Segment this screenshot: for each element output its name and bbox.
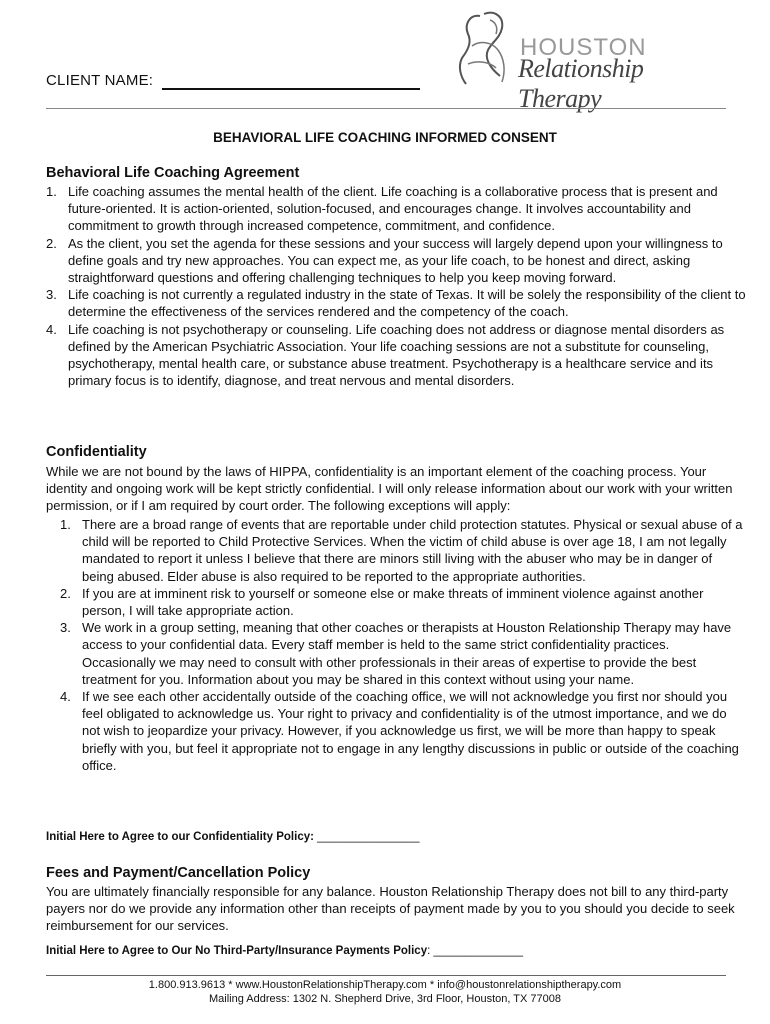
list-item: 4. Life coaching is not psychotherapy or counseling. Life coaching does not address or diagnose mental disorders as defined by the American Psychiatric Association. Your life coaching sessions are not a substitute for counseling, psychotherapy, mental health care, or substance abuse treatment. Psychotherapy is a healthcare service and its primary focus is to identify, diagnose, and treat nervous and mental disorders.: [46, 321, 725, 389]
confidentiality-list: [60, 516, 746, 774]
confidentiality-heading: Confidentiality: [46, 444, 147, 460]
agreement-heading: Behavioral Life Coaching Agreement: [46, 165, 300, 181]
list-item: 2. As the client, you set the agenda for these sessions and your success will largely depend upon your willingness to define goals and try new approaches. You can expect me, as your life coach, to be honest and direct, asking straightforward questions and offering challenging techniques to help you keep moving forward.: [46, 235, 723, 286]
logo-word-houston: HOUSTON: [520, 34, 647, 61]
fees-text: You are ultimately financially responsible for any balance. Houston Relationship Therapy does not bill to any third-party payers nor do we provide any information other than receipts of payment made by you to you should you decide to seek reimbursement for our services.: [46, 884, 735, 934]
fees-initial-line[interactable]: Initial Here to Agree to Our No Third-Party/Insurance Payments Policy: ______________: [46, 945, 524, 957]
client-name-field[interactable]: [162, 88, 420, 90]
confidentiality-initial-line[interactable]: Initial Here to Agree to our Confidentiality Policy: ________________: [46, 831, 420, 843]
footer-address: Mailing Address: 1302 N. Shepherd Drive, 3rd Floor, Houston, TX 77008: [209, 993, 561, 1005]
list-item: 1. There are a broad range of events that are reportable under child protection statutes. Physical or sexual abuse of a child will be reported to Child Protective Services. When the victim of child abuse is over age 18, I am not legally mandated to report it unless I believe that there are minors still living with the abuser who may be in danger of being abused. Elder abuse is also required to be reported to the appropriate authorities.: [60, 517, 743, 584]
fees-heading: Fees and Payment/Cancellation Policy: [46, 865, 311, 881]
fees-initial-field[interactable]: : ______________: [427, 945, 524, 957]
footer-contact: 1.800.913.9613 * www.HoustonRelationshipTherapy.com * info@houstonrelationshiptherapy.com: [148, 979, 622, 991]
footer-divider: [46, 975, 726, 976]
list-item: 1. Life coaching assumes the mental health of the client. Life coaching is a collaborative process that is present and future-oriented. It is action-oriented, solution-focused, and encourages change. It involves accountability and commitment to growth through increased competence, commitment, and confidence.: [46, 184, 718, 234]
list-item: 3. Life coaching is not currently a regulated industry in the state of Texas. It will be solely the responsibility of the client to determine the effectiveness of the services rendered and the competency of the coach.: [46, 287, 746, 320]
confidentiality-intro: While we are not bound by the laws of HIPPA, confidentiality is an important element of the coaching process. Your identity and ongoing work will be kept strictly confidential. I will only release information about our work with your written permission, or if I am required by court order. The following exceptions will apply:: [46, 464, 733, 514]
logo: [450, 6, 710, 113]
header-divider: [46, 108, 726, 109]
list-item: 3. We work in a group setting, meaning that other coaches or therapists at Houston Relationship Therapy may have access to your confidential data. Every staff member is held to the same strict confidentiality practices. Occasionally we may need to consult with other professionals in their areas of expertise to provide the best treatment for you. Information about you may be shared in this context without using your name.: [60, 620, 732, 687]
list-item: 4. If we see each other accidentally outside of the coaching office, we will not acknowledge you first nor should you feel obligated to acknowledge us. Your right to privacy and confidentiality is of the utmost importance, and we do not wish to jeopardize your privacy. However, if you acknowledge us first, we will be more than happy to speak briefly with you, but feel it appropriate not to engage in any lengthy discussions in public or outside of the coaching office.: [60, 689, 739, 773]
document-title: BEHAVIORAL LIFE COACHING INFORMED CONSENT: [213, 130, 557, 145]
confidentiality-initial-field[interactable]: ________________: [317, 831, 420, 843]
logo-word-relationship-therapy: Relationship Therapy: [518, 54, 644, 113]
agreement-list: [46, 183, 746, 389]
client-name-label: CLIENT NAME:: [46, 72, 154, 89]
list-item: 2. If you are at imminent risk to yourself or someone else or make threats of imminent violence against another person, I will take appropriate action.: [60, 585, 704, 619]
